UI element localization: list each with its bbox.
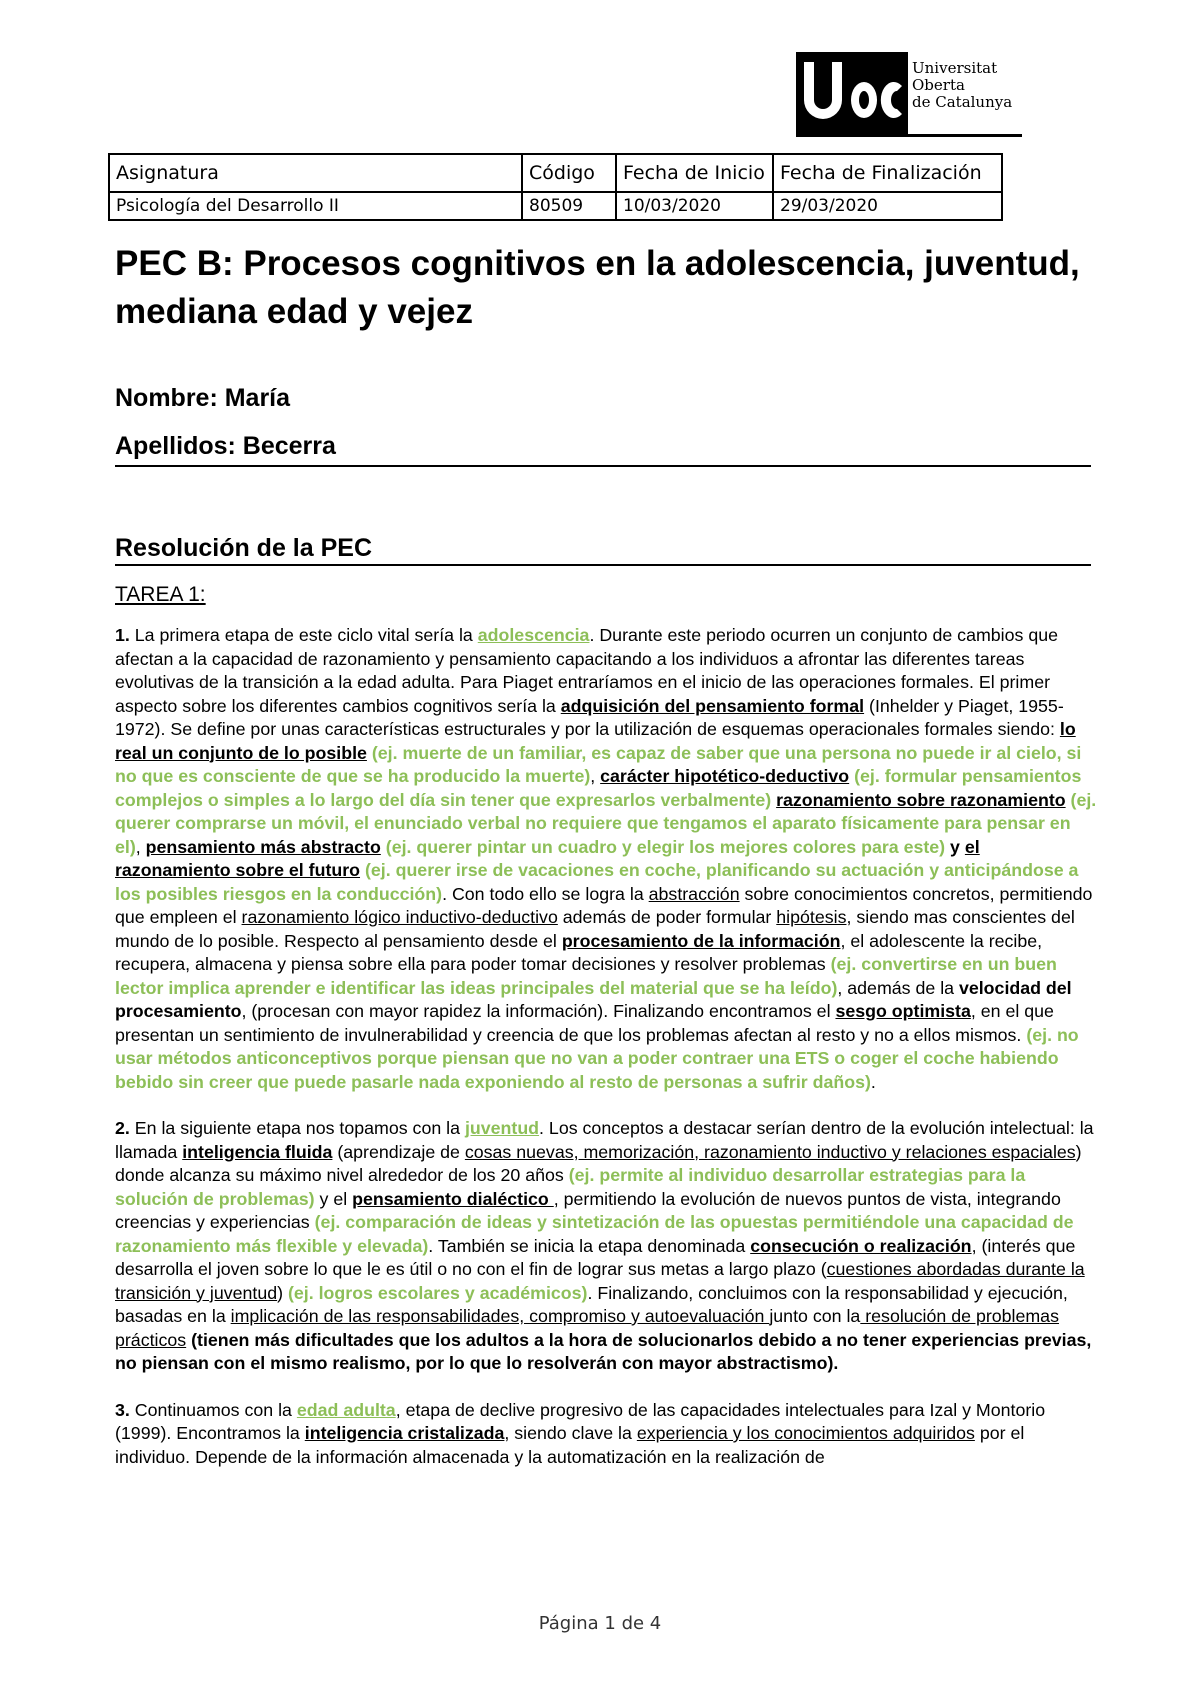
text-run: , etapa de declive progresivo de las capacidades intelectuales para Izal y Montorio (1999). Encontramos la [115,1399,1046,1443]
text-run: . Durante este periodo ocurren un conjunto de cambios que afectan a la capacidad de razonamiento y pensamiento capacitando a los individuos a afrontar las diferentes tareas evolutivas de la transición a la edad adulta. Para Piaget entraríamos en el inicio de las operaciones formales. El primer aspecto sobre los diferentes cambios cognitivos sería la [115,625,1058,716]
text-run: carácter hipotético-deductivo [600,766,850,786]
header-asignatura: Asignatura [109,154,522,192]
text-run: , [135,836,146,857]
header-fecha-inicio: Fecha de Inicio [616,154,773,192]
header-divider [115,465,1091,467]
text-run: , en el que presentan un sentimiento de invulnerabilidad y creencia de que los problemas afectan al resto y no a ellos mismos. [115,1001,1054,1045]
header-codigo: Código [522,154,616,192]
text-run: adolescencia [477,625,590,645]
text-run: y [945,836,965,857]
text-run: . Los conceptos a destacar serían dentro de la evolución intelectual: la llamada [115,1118,1094,1162]
logo-underline [796,134,1022,137]
text-run: En la siguiente etapa nos topamos con la [129,1118,465,1138]
table-header-row [109,154,1002,192]
text-run: razonamiento lógico inductivo-deductivo [241,907,558,927]
text-run: resolución de problemas prácticos [115,1306,1059,1350]
text-run: La primera etapa de este ciclo vital sería la [129,625,478,645]
text-run: lo real un conjunto de lo posible [115,719,1076,763]
text-run: además de poder formular [557,907,777,927]
text-run: razonamiento sobre razonamiento [776,789,1066,810]
text-run: procesamiento de la información [561,930,841,951]
text-run: junto con la [769,1306,861,1326]
text-run: (ej. querer pintar un cuadro y elegir los mejores colores para este) [380,836,946,857]
text-run: (ej. no usar métodos anticonceptivos porque piensan que no van a poder contraer una ETS o coger el coche habiendo bebido sin creer que puede pasarle nada exponiendo al resto de personas a sufrir daños) [115,1024,1079,1092]
text-run: cosas nuevas, memorización, razonamiento inductivo y relaciones espaciales [464,1141,1076,1162]
text-run: y el [314,1188,353,1209]
text-run: , siendo clave la [504,1423,637,1443]
text-run: . También se inicia la etapa denominada [428,1235,751,1256]
text-run: hipótesis [776,907,847,927]
text-run: , siendo mas conscientes del mundo de lo posible. Respecto al pensamiento desde el [115,907,1075,951]
text-run: pensamiento dialéctico [352,1188,554,1209]
text-run: sesgo optimista [835,1001,971,1021]
answer-paragraph-2 [115,1117,1097,1376]
text-run: (ej. querer irse de vacaciones en coche, planificando su actuación y anticipándose a los posibles riesgos en la conducción) [115,860,1079,904]
logo-line-1: Universitat [912,59,998,77]
text-run: sobre conocimientos concretos, permitiendo que empleen el [115,883,1093,927]
page-footer: Página 1 de 4 [538,1613,662,1634]
answer-paragraph-1 [115,624,1097,1094]
text-run: , permitiendo la evolución de nuevos puntos de vista, integrando creencias y experiencias [115,1188,1061,1232]
course-info-table [108,153,1003,221]
text-run: velocidad del procesamiento [115,977,1072,1021]
text-run: (ej. formular pensamientos complejos o simples a lo largo del día sin tener que expresarlos verbalmente) [115,766,1082,810]
table-row [109,192,1002,220]
header-fecha-finalizacion: Fecha de Finalización [773,154,1002,192]
text-run: inteligencia fluida [182,1141,333,1162]
text-run: experiencia y los conocimientos adquiridos [636,1423,975,1443]
text-run: edad adulta [296,1399,396,1420]
nombre-field: Nombre: María [115,384,291,412]
task-heading: TAREA 1: [115,583,206,606]
apellidos-field: Apellidos: Becerra [115,432,336,460]
logo-line-2: Oberta [912,76,965,94]
text-run: , el adolescente la recibe, recupera, almacena y piensa sobre ella para poder tomar decisiones y resolver problemas [115,930,1043,974]
text-run: 3. [115,1399,130,1420]
text-run: abstracción [648,883,740,904]
text-run: (tienen más dificultades que los adultos a la hora de solucionarlos debido a no tener experiencias previas, no piensan con el mismo realismo, por lo que lo resolverán con mayor abstractismo). [115,1329,1092,1373]
text-run: , [590,766,601,786]
cell-fecha-finalizacion: 29/03/2020 [773,192,1002,220]
cell-fecha-inicio: 10/03/2020 [616,192,773,220]
text-run: , (procesan con mayor rapidez la información). Finalizando encontramos el [241,1001,836,1021]
text-run: . Finalizando, concluimos con la responsabilidad y ejecución, basadas en la [115,1282,1068,1326]
text-run: ) [277,1282,288,1303]
uoc-logo-text [912,60,1012,111]
text-run: adquisición del pensamiento formal [560,695,865,716]
text-run: consecución o realización [750,1235,972,1256]
text-run: ) donde alcanza su máximo nivel alrededor de los 20 años [115,1141,1082,1185]
text-run: . Con todo ello se logra la [442,883,649,904]
answer-paragraph-3 [115,1399,1097,1470]
section-divider [115,564,1091,566]
text-run: (ej. permite al individuo desarrollar estrategias para la solución de problemas) [115,1165,1026,1209]
text-run: Continuamos con la [129,1399,297,1420]
text-run: , (interés que desarrolla el joven sobre lo que le es útil o no con el fin de lograr sus metas a largo plazo ( [115,1235,1076,1279]
cell-codigo: 80509 [522,192,616,220]
text-run: por el individuo. Depende de la información almacenada y la automatización en la realización de [115,1423,1025,1467]
text-run: inteligencia cristalizada [304,1423,505,1443]
text-run: (ej. comparación de ideas y sintetización de las opuestas permitiéndole una capacidad de razonamiento más flexible y elevada) [115,1212,1074,1256]
logo-line-3: de Catalunya [912,93,1013,111]
text-run: implicación de las responsabilidades, compromiso y autoevaluación [230,1306,770,1326]
text-run: (ej. muerte de un familiar, es capaz de saber que una persona no puede ir al cielo, si no que es consciente de que se ha producido la muerte) [115,742,1082,786]
text-run: (aprendizaje de [332,1141,465,1162]
text-run: 2. [115,1118,130,1138]
text-run: cuestiones abordadas durante la transición y juventud [115,1259,1085,1303]
section-heading: Resolución de la PEC [115,534,373,562]
text-run: el razonamiento sobre el futuro [115,836,980,880]
page-title: PEC B: Procesos cognitivos en la adolescencia, juventud, mediana edad y vejez [115,244,1080,331]
text-run: (ej. convertirse en un buen lector implica aprender e identificar las ideas principales del material que se ha leído) [115,954,1057,998]
text-run: (Inhelder y Piaget, 1955-1972). Se define por unas características estructurales y por la utilización de esquemas operacionales formales siendo: [115,695,1064,739]
uoc-logo [796,52,1022,136]
text-run: , además de la [837,977,959,998]
text-run: (ej. logros escolares y académicos) [287,1282,588,1303]
cell-asignatura: Psicología del Desarrollo II [109,192,522,220]
text-run: juventud [464,1118,540,1138]
text-run: (ej. querer comprarse un móvil, el enunciado verbal no requiere que tengamos el aparato físicamente para pensar en el) [115,789,1097,857]
text-run: pensamiento más abstracto [145,836,381,857]
uoc-logo-mark-icon [796,52,908,136]
answer-body [115,624,1097,1492]
text-run: 1. [115,625,130,645]
text-run: . [870,1071,876,1092]
